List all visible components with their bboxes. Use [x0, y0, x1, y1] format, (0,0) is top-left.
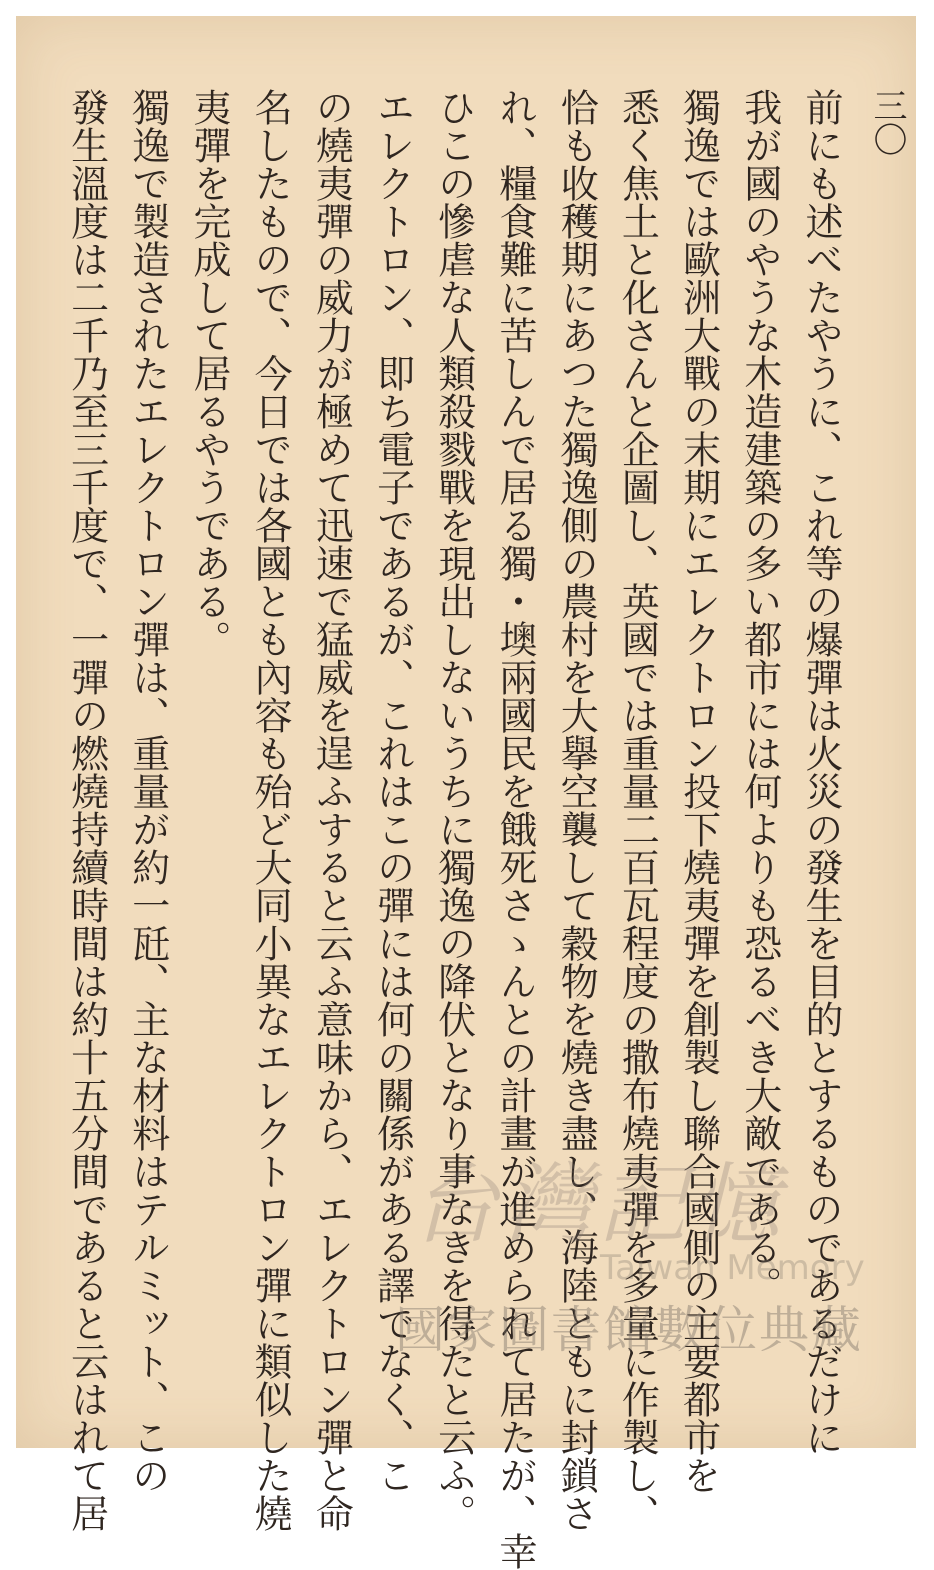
- text-line: 前にも述べたやうに、これ等の爆彈は火災の發生を目的とするものであるだけに: [799, 88, 843, 1456]
- text-line: 悉く焦土と化さんと企圖し、英國では重量二百瓦程度の撒布燒夷彈を多量に作製し、: [615, 88, 660, 1532]
- taiwan-memory-english-watermark: Taiwan Memory: [600, 1248, 865, 1288]
- text-line: 獨逸で製造されたエレクトロン彈は、重量が約一瓩、主な材料はテルミット、この: [125, 88, 170, 1494]
- page-number: 三〇: [867, 88, 907, 156]
- text-line: 獨逸では歐洲大戰の末期にエレクトロン投下燒夷彈を創製し聯合國側の主要都市を: [676, 88, 721, 1494]
- text-line: れ、糧食難に苦しんで居る獨・墺兩國民を餓死さゝんとの計畫が進められて居たが、幸: [492, 88, 537, 1570]
- taiwan-memory-logo-watermark: 台灣記憶: [410, 1153, 787, 1256]
- text-line: 夷彈を完成して居るやうである。: [186, 88, 231, 658]
- text-line: ひこの慘虐な人類殺戮戰を現出しないうちに獨逸の降伏となり事なきを得たと云ふ。: [431, 88, 476, 1532]
- national-library-watermark: 國家圖書館數位典藏: [395, 1301, 863, 1359]
- text-line: の燒夷彈の威力が極めて迅速で猛威を逞ふすると云ふ意味から、エレクトロン彈と命: [309, 88, 354, 1532]
- text-line: 我が國のやうな木造建築の多い都市には何よりも恐るべき大敵である。: [737, 88, 782, 1304]
- text-line: 發生溫度は二千乃至三千度で、一彈の燃燒持續時間は約十五分間であると云はれて居: [64, 88, 109, 1532]
- text-line: 名したもので、今日では各國とも內容も殆ど大同小異なエレクトロン彈に類似した燒: [248, 88, 293, 1532]
- text-line: 恰も收穫期にあつた獨逸側の農村を大擧空襲して穀物を燒き盡し、海陸ともに封鎖さ: [554, 88, 599, 1532]
- text-line: エレクトロン、即ち電子であるが、これはこの彈には何の關係がある譯でなく、こ: [370, 88, 415, 1494]
